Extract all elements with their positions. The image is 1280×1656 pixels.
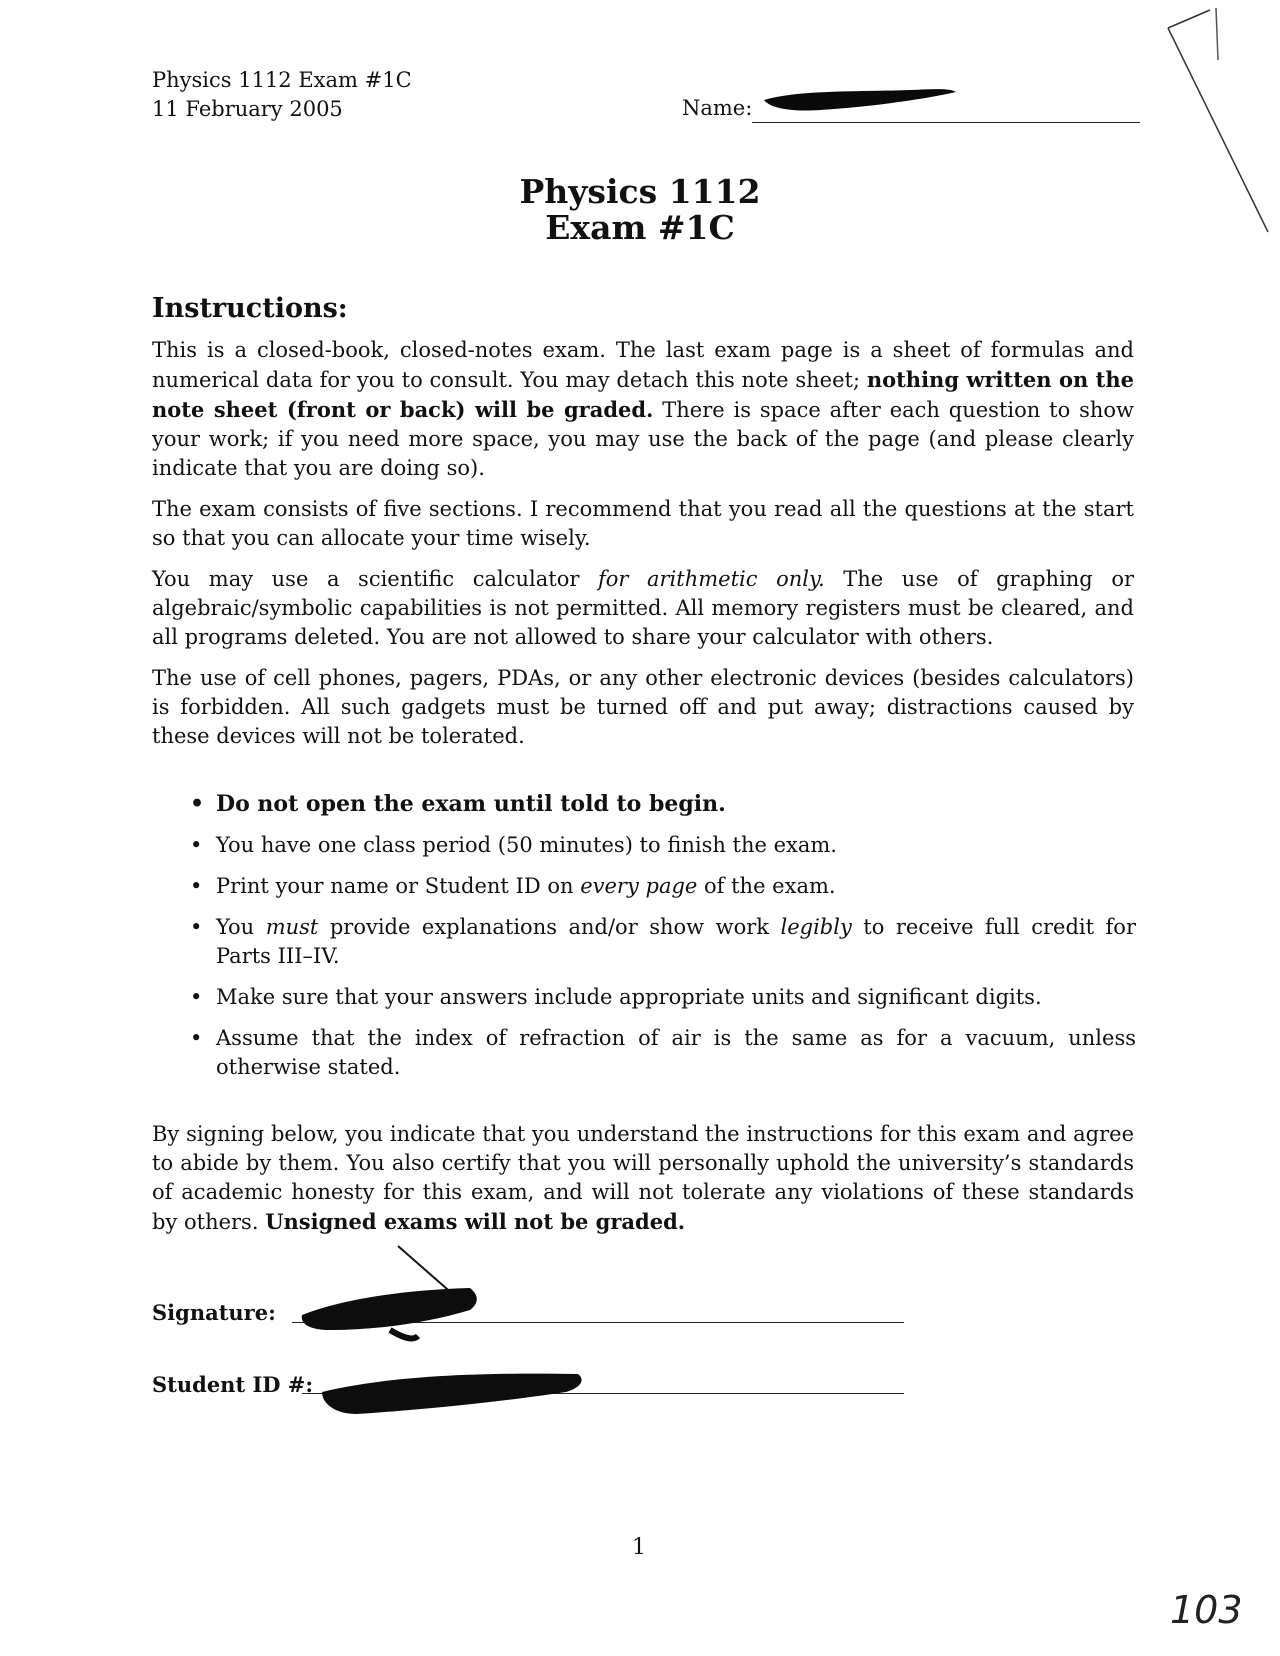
name-label: Name: xyxy=(682,96,753,120)
rule-item: • Make sure that your answers include appropriate units and significant digits. xyxy=(190,983,1136,1012)
redacted-student-id-mark xyxy=(322,1374,582,1414)
instructions-paragraph-3: You may use a scientific calculator for arithmetic only. The use of graphing or algebraic/symbolic capabilities is not permitted. All memory registers must be cleared, and all programs deleted. You are not allowed to share your calculator with others. xyxy=(152,567,1135,649)
corner-fold-marks xyxy=(1168,8,1268,232)
rule-item: • Print your name or Student ID on every page of the exam. xyxy=(190,872,1136,901)
rule-item: • You must provide explanations and/or show work legibly to receive full credit for Parts III–IV. xyxy=(190,913,1136,971)
course-exam-label: Physics 1112 Exam #1C xyxy=(152,68,412,92)
title-line-2: Exam #1C xyxy=(545,208,735,247)
rule-item: • Do not open the exam until told to begin. xyxy=(190,790,1136,819)
unsigned-warning: Unsigned exams will not be graded. xyxy=(265,1209,686,1234)
handwritten-score: 103 xyxy=(1170,1588,1243,1632)
title-line-1: Physics 1112 xyxy=(519,172,761,211)
redacted-signature-mark xyxy=(302,1246,477,1338)
instructions-heading: Instructions: xyxy=(152,293,348,324)
signature-label: Signature: xyxy=(152,1300,276,1325)
rule-item: • Assume that the index of refraction of air is the same as for a vacuum, unless otherwise stated. xyxy=(190,1024,1136,1082)
instructions-paragraph-2: The exam consists of five sections. I recommend that you read all the questions at the start so that you can allocate your time wisely. xyxy=(152,497,1134,550)
instructions-paragraph-1: This is a closed-book, closed-notes exam. The last exam page is a sheet of formulas and numerical data for you to consult. You may detach this note sheet; nothing written on the note sheet (front or back) will be graded. There is space after each question to show your work; if you need more space, you may use the back of the page (and please clearly indicate that you are doing so). xyxy=(152,338,1134,480)
rule-item: • You have one class period (50 minutes) to finish the exam. xyxy=(190,831,1136,860)
student-id-label: Student ID #: xyxy=(152,1372,314,1397)
page-number: 1 xyxy=(632,1535,646,1560)
exam-date: 11 February 2005 xyxy=(152,97,343,121)
instructions-paragraph-4: The use of cell phones, pagers, PDAs, or any other electronic devices (besides calculators) is forbidden. All such gadgets must be turned off and put away; distractions caused by these devices will not be tolerated. xyxy=(152,666,1134,748)
agreement-paragraph: By signing below, you indicate that you understand the instructions for this exam and agree to abide by them. You also certify that you will personally uphold the university’s standards of academic honesty for this exam, and will not tolerate any violations of these standards by others. Unsigned exams will not be graded. xyxy=(152,1122,1134,1234)
